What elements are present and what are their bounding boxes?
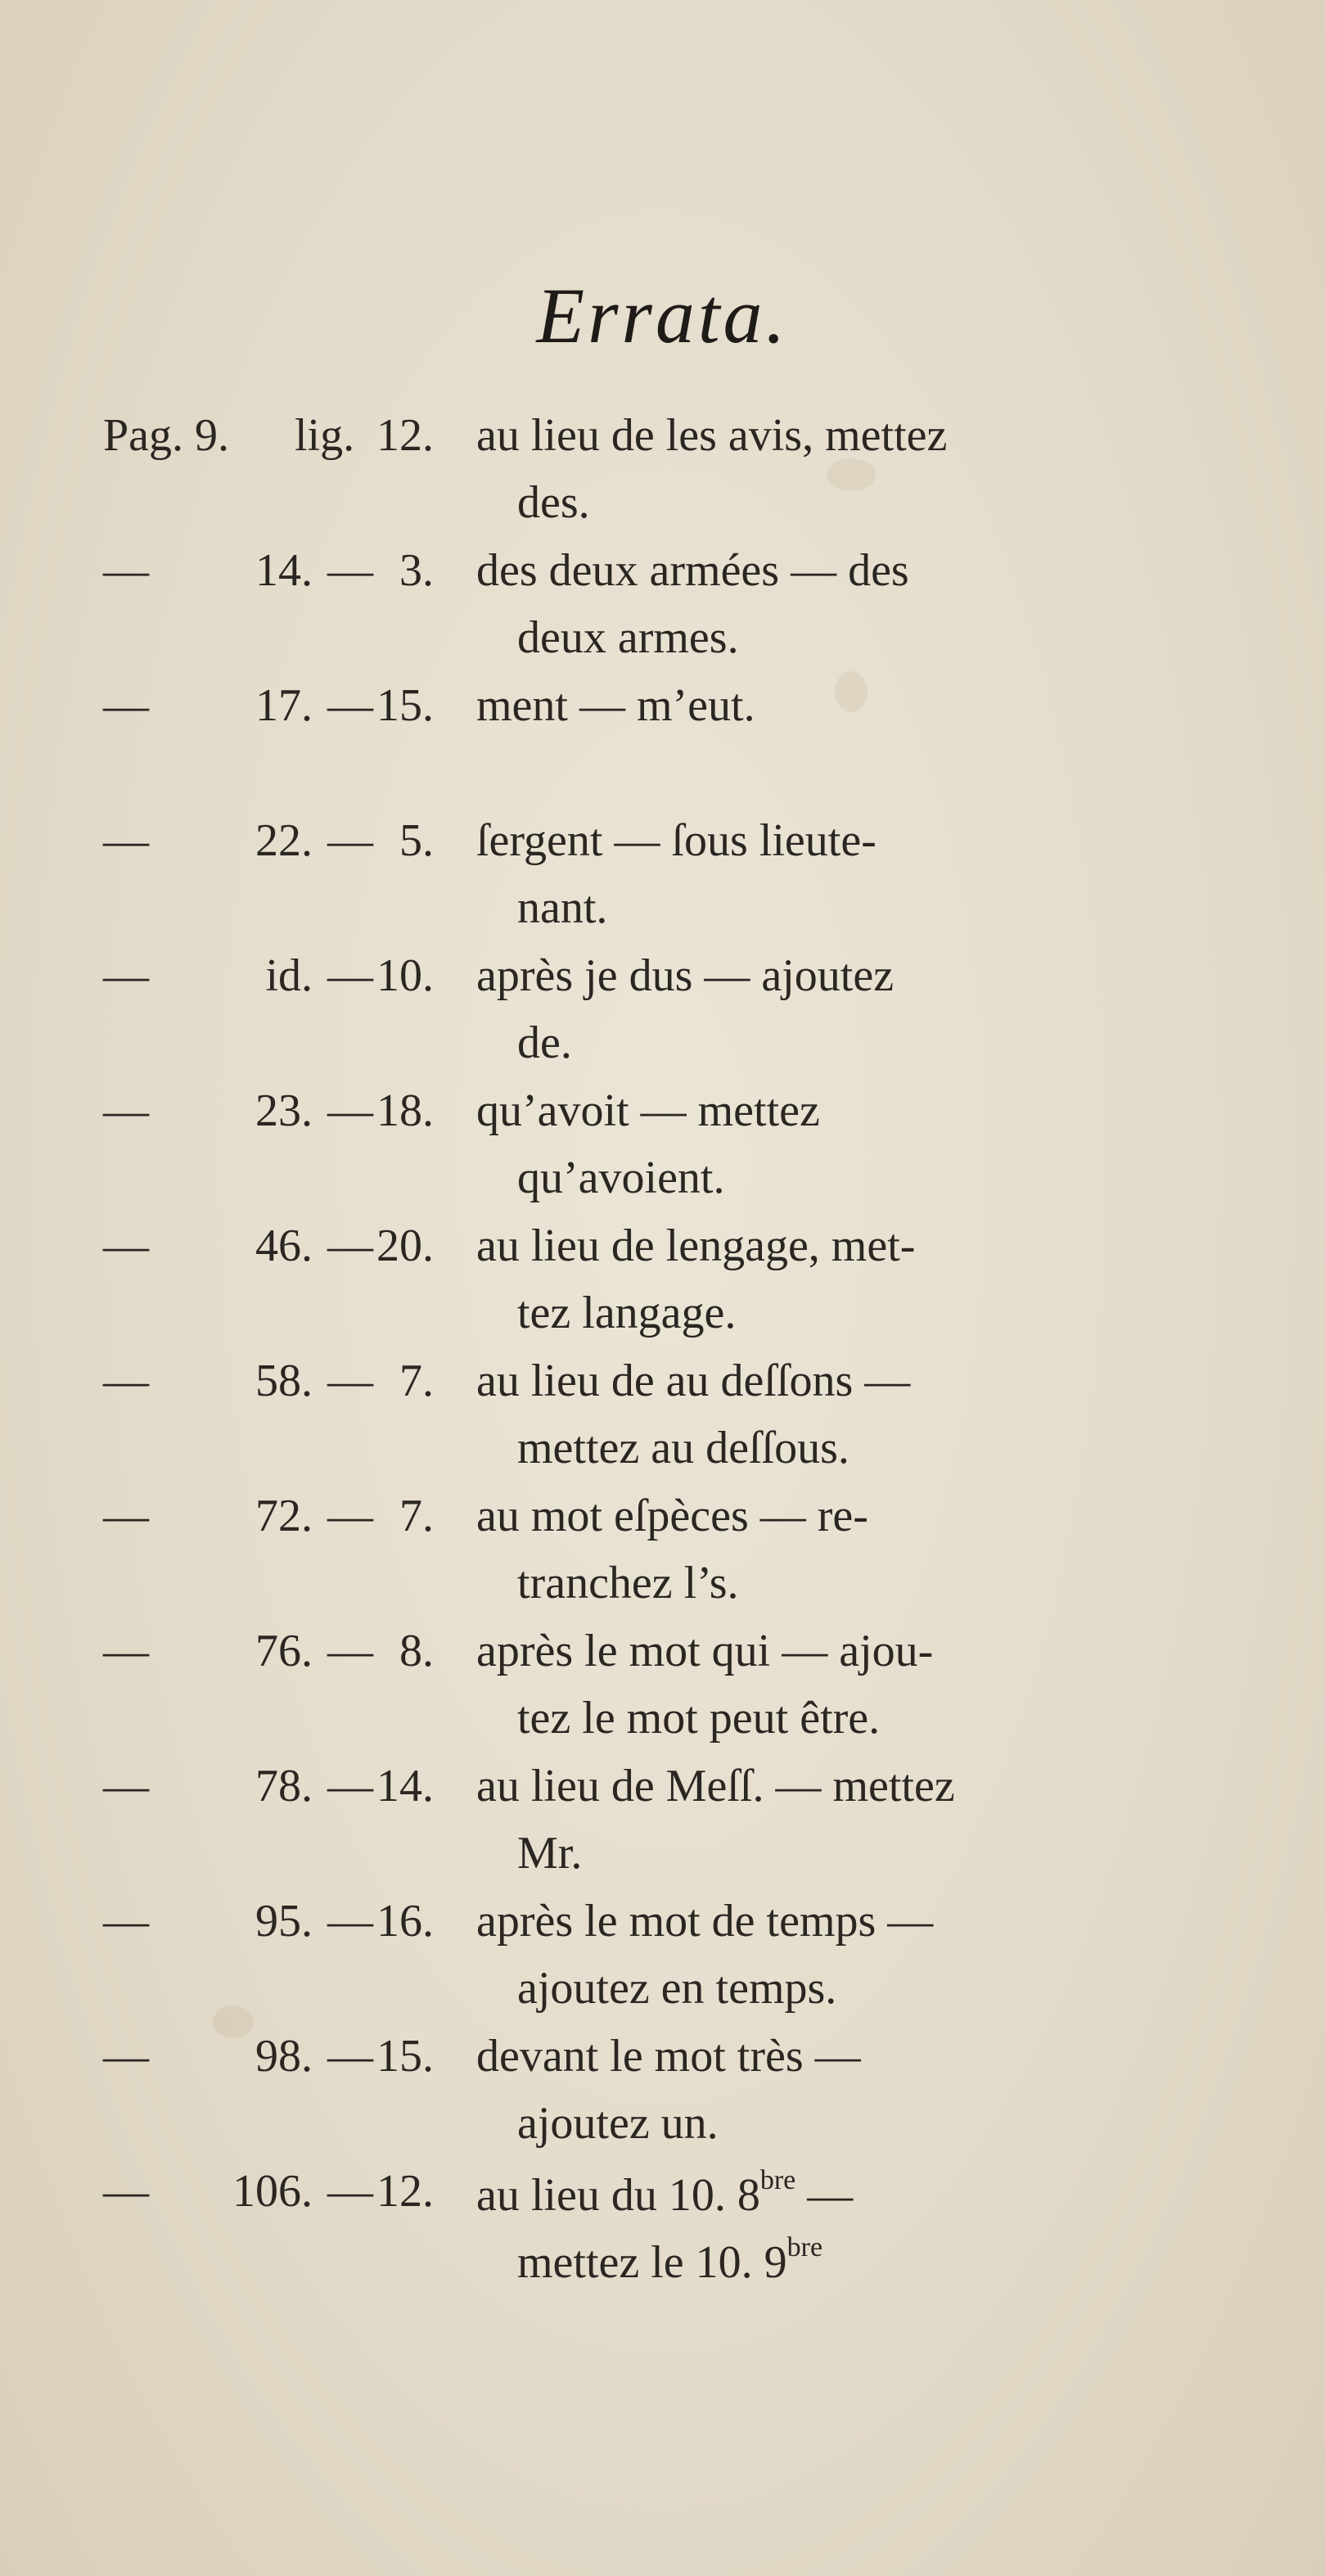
dash: — bbox=[103, 2166, 149, 2217]
page-number: 106. bbox=[232, 2166, 313, 2217]
correction-text: qu’avoit — mettez bbox=[476, 1085, 820, 1136]
page-number: 95. bbox=[255, 1896, 313, 1947]
dash: — bbox=[103, 2031, 149, 2082]
dash: — bbox=[103, 1761, 149, 1811]
line-number: 12. bbox=[376, 410, 434, 461]
correction-text-continued: ajoutez un. bbox=[517, 2098, 719, 2149]
correction-text-continued: de. bbox=[517, 1017, 572, 1068]
dash: — bbox=[103, 815, 149, 866]
errata-entry bbox=[0, 1760, 1325, 1899]
line-number: 3. bbox=[399, 545, 434, 596]
errata-entry bbox=[0, 1355, 1325, 1494]
page-number: 46. bbox=[255, 1220, 313, 1271]
correction-text: des deux armées — des bbox=[476, 545, 909, 596]
line-number: 10. bbox=[376, 950, 434, 1001]
correction-text: au lieu de Meſſ. — mettez bbox=[476, 1761, 955, 1811]
superscript: bre bbox=[759, 2165, 796, 2195]
dash: — bbox=[103, 1220, 149, 1271]
correction-text-continued: mettez au deſſous. bbox=[517, 1423, 850, 1473]
correction-text: au lieu de lengage, met- bbox=[476, 1220, 916, 1271]
page-ref: Pag. 9. bbox=[103, 410, 229, 461]
dash: — bbox=[103, 545, 149, 596]
correction-text-continued: nant. bbox=[517, 882, 608, 933]
errata-entry bbox=[0, 1085, 1325, 1224]
dash: — bbox=[103, 1085, 149, 1136]
correction-text-continued: qu’avoient. bbox=[517, 1153, 725, 1203]
correction-text-continued: tez langage. bbox=[517, 1288, 737, 1338]
correction-text-part: — bbox=[795, 2170, 854, 2221]
errata-entry bbox=[0, 1895, 1325, 2034]
dash: — bbox=[327, 1085, 373, 1136]
line-number: 15. bbox=[376, 2031, 434, 2082]
line-number: 8. bbox=[399, 1626, 434, 1676]
page-number: 17. bbox=[255, 680, 313, 731]
dash: — bbox=[327, 1626, 373, 1676]
line-number: 14. bbox=[376, 1761, 434, 1811]
line-number: 5. bbox=[399, 815, 434, 866]
dash: — bbox=[327, 950, 373, 1001]
page-number: 14. bbox=[255, 545, 313, 596]
line-label: lig. bbox=[295, 410, 355, 461]
page-number: 98. bbox=[255, 2031, 313, 2082]
page-title: Errata. bbox=[536, 272, 789, 359]
correction-text: après le mot qui — ajou- bbox=[476, 1626, 934, 1676]
correction-text: après le mot de temps — bbox=[476, 1896, 934, 1947]
line-number: 7. bbox=[399, 1491, 434, 1541]
correction-text: au lieu de au deſſons — bbox=[476, 1356, 911, 1406]
page-number: 76. bbox=[255, 1626, 313, 1676]
correction-text-continued: tez le mot peut être. bbox=[517, 1693, 881, 1744]
page-number: id. bbox=[265, 950, 313, 1001]
dash: — bbox=[103, 1491, 149, 1541]
correction-text: devant le mot très — bbox=[476, 2031, 861, 2082]
correction-text: ment — m’eut. bbox=[476, 680, 755, 731]
dash: — bbox=[103, 1356, 149, 1406]
errata-entry bbox=[0, 409, 1325, 548]
correction-text-continued: Mr. bbox=[517, 1828, 583, 1879]
correction-text-continued: ajoutez en temps. bbox=[517, 1963, 837, 2014]
line-number: 7. bbox=[399, 1356, 434, 1406]
correction-text-continued bbox=[517, 2232, 822, 2289]
page-number: 78. bbox=[255, 1761, 313, 1811]
errata-entry bbox=[0, 2030, 1325, 2169]
dash: — bbox=[327, 815, 373, 866]
page-number: 72. bbox=[255, 1491, 313, 1541]
errata-entry bbox=[0, 814, 1325, 954]
dash: — bbox=[327, 2166, 373, 2217]
correction-text: au mot eſpèces — re- bbox=[476, 1491, 868, 1541]
correction-text: au lieu de les avis, mettez bbox=[476, 410, 948, 461]
errata-entry bbox=[0, 1490, 1325, 1629]
dash: — bbox=[327, 680, 373, 731]
errata-entry bbox=[0, 679, 1325, 819]
correction-text bbox=[476, 2165, 853, 2222]
dash: — bbox=[327, 1896, 373, 1947]
errata-entry bbox=[0, 2165, 1325, 2304]
dash: — bbox=[327, 1356, 373, 1406]
page-number: 58. bbox=[255, 1356, 313, 1406]
dash: — bbox=[327, 1220, 373, 1271]
correction-text: ſergent — ſous lieute- bbox=[476, 815, 877, 866]
dash: — bbox=[327, 1491, 373, 1541]
line-number: 16. bbox=[376, 1896, 434, 1947]
errata-entry bbox=[0, 544, 1325, 683]
errata-entry bbox=[0, 1625, 1325, 1764]
line-number: 15. bbox=[376, 680, 434, 731]
correction-text-continued: des. bbox=[517, 477, 590, 528]
page-number: 22. bbox=[255, 815, 313, 866]
dash: — bbox=[327, 2031, 373, 2082]
correction-text-continued: tranchez l’s. bbox=[517, 1558, 739, 1608]
correction-text: après je dus — ajoutez bbox=[476, 950, 895, 1001]
errata-entry bbox=[0, 950, 1325, 1089]
dash: — bbox=[103, 1896, 149, 1947]
superscript: bre bbox=[786, 2232, 823, 2262]
line-number: 18. bbox=[376, 1085, 434, 1136]
errata-entry bbox=[0, 1220, 1325, 1359]
dash: — bbox=[103, 680, 149, 731]
correction-text-continued: deux armes. bbox=[517, 612, 739, 663]
dash: — bbox=[327, 1761, 373, 1811]
correction-text-part: au lieu du 10. 8 bbox=[476, 2170, 760, 2221]
dash: — bbox=[103, 1626, 149, 1676]
dash: — bbox=[103, 950, 149, 1001]
correction-text-part: mettez le 10. 9 bbox=[517, 2237, 787, 2288]
line-number: 12. bbox=[376, 2166, 434, 2217]
dash: — bbox=[327, 545, 373, 596]
page-number: 23. bbox=[255, 1085, 313, 1136]
line-number: 20. bbox=[376, 1220, 434, 1271]
